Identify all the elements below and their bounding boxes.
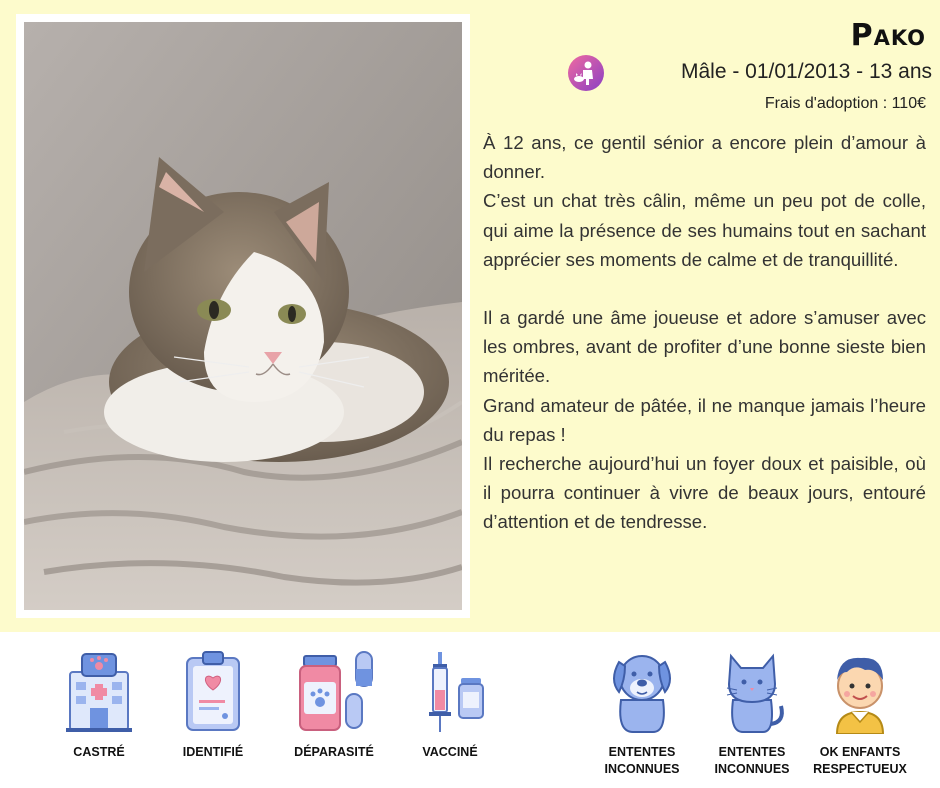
feature-label: INCONNUES — [714, 762, 790, 776]
feature-identified — [170, 650, 256, 761]
description-paragraph: C’est un chat très câlin, même un peu pot de colle, qui aime la présence de ses humains tout en sachant apprécier ses moments de calme et de tranquillité. — [483, 190, 926, 270]
feature-label: IDENTIFIÉ — [182, 745, 244, 759]
clipboard-heart-icon — [181, 650, 245, 734]
feature-label: VACCINÉ — [422, 745, 478, 759]
animal-info: Mâle - 01/01/2013 - 13 ans — [681, 60, 932, 83]
cat-photo — [24, 22, 462, 610]
vet-clinic-icon — [64, 650, 134, 734]
compat-children — [806, 650, 914, 778]
description-paragraph: Grand amateur de pâtée, il ne manque jamais l’heure du repas ! — [483, 394, 926, 445]
feature-label: DÉPARASITÉ — [294, 745, 374, 759]
animal-name: Pako — [850, 18, 926, 53]
compat-dogs — [594, 650, 690, 778]
description-paragraph: Il recherche aujourd’hui un foyer doux et paisible, où il pourra continuer à vivre de beaux jours, entouré d’attention et de tendresse. — [483, 453, 926, 533]
photo-frame — [16, 14, 470, 618]
feature-label: INCONNUES — [604, 762, 680, 776]
description-paragraph: Il a gardé une âme joueuse et adore s’amuser avec les ombres, avant de profiter d’une bonne sieste bien méritée. — [483, 307, 926, 387]
feature-label: OK ENFANTS — [819, 745, 901, 759]
child-and-pet-icon — [568, 55, 604, 91]
feature-label: ENTENTES — [608, 745, 676, 759]
syringe-icon — [415, 650, 485, 734]
compat-cats — [704, 650, 800, 778]
feature-dewormed — [284, 650, 384, 761]
feature-neutered — [58, 650, 140, 761]
description-paragraph: À 12 ans, ce gentil sénior a encore plein d’amour à donner. — [483, 132, 926, 183]
dog-icon — [607, 650, 677, 734]
description — [483, 128, 926, 537]
feature-vaccinated — [408, 650, 492, 761]
cat-icon — [717, 650, 787, 734]
child-icon — [825, 650, 895, 734]
feature-label: ENTENTES — [718, 745, 786, 759]
medicine-bottle-icon — [292, 650, 376, 734]
feature-label: RESPECTUEUX — [813, 762, 907, 776]
feature-label: CASTRÉ — [73, 745, 125, 759]
adoption-fee: Frais d'adoption : 110€ — [764, 95, 926, 112]
